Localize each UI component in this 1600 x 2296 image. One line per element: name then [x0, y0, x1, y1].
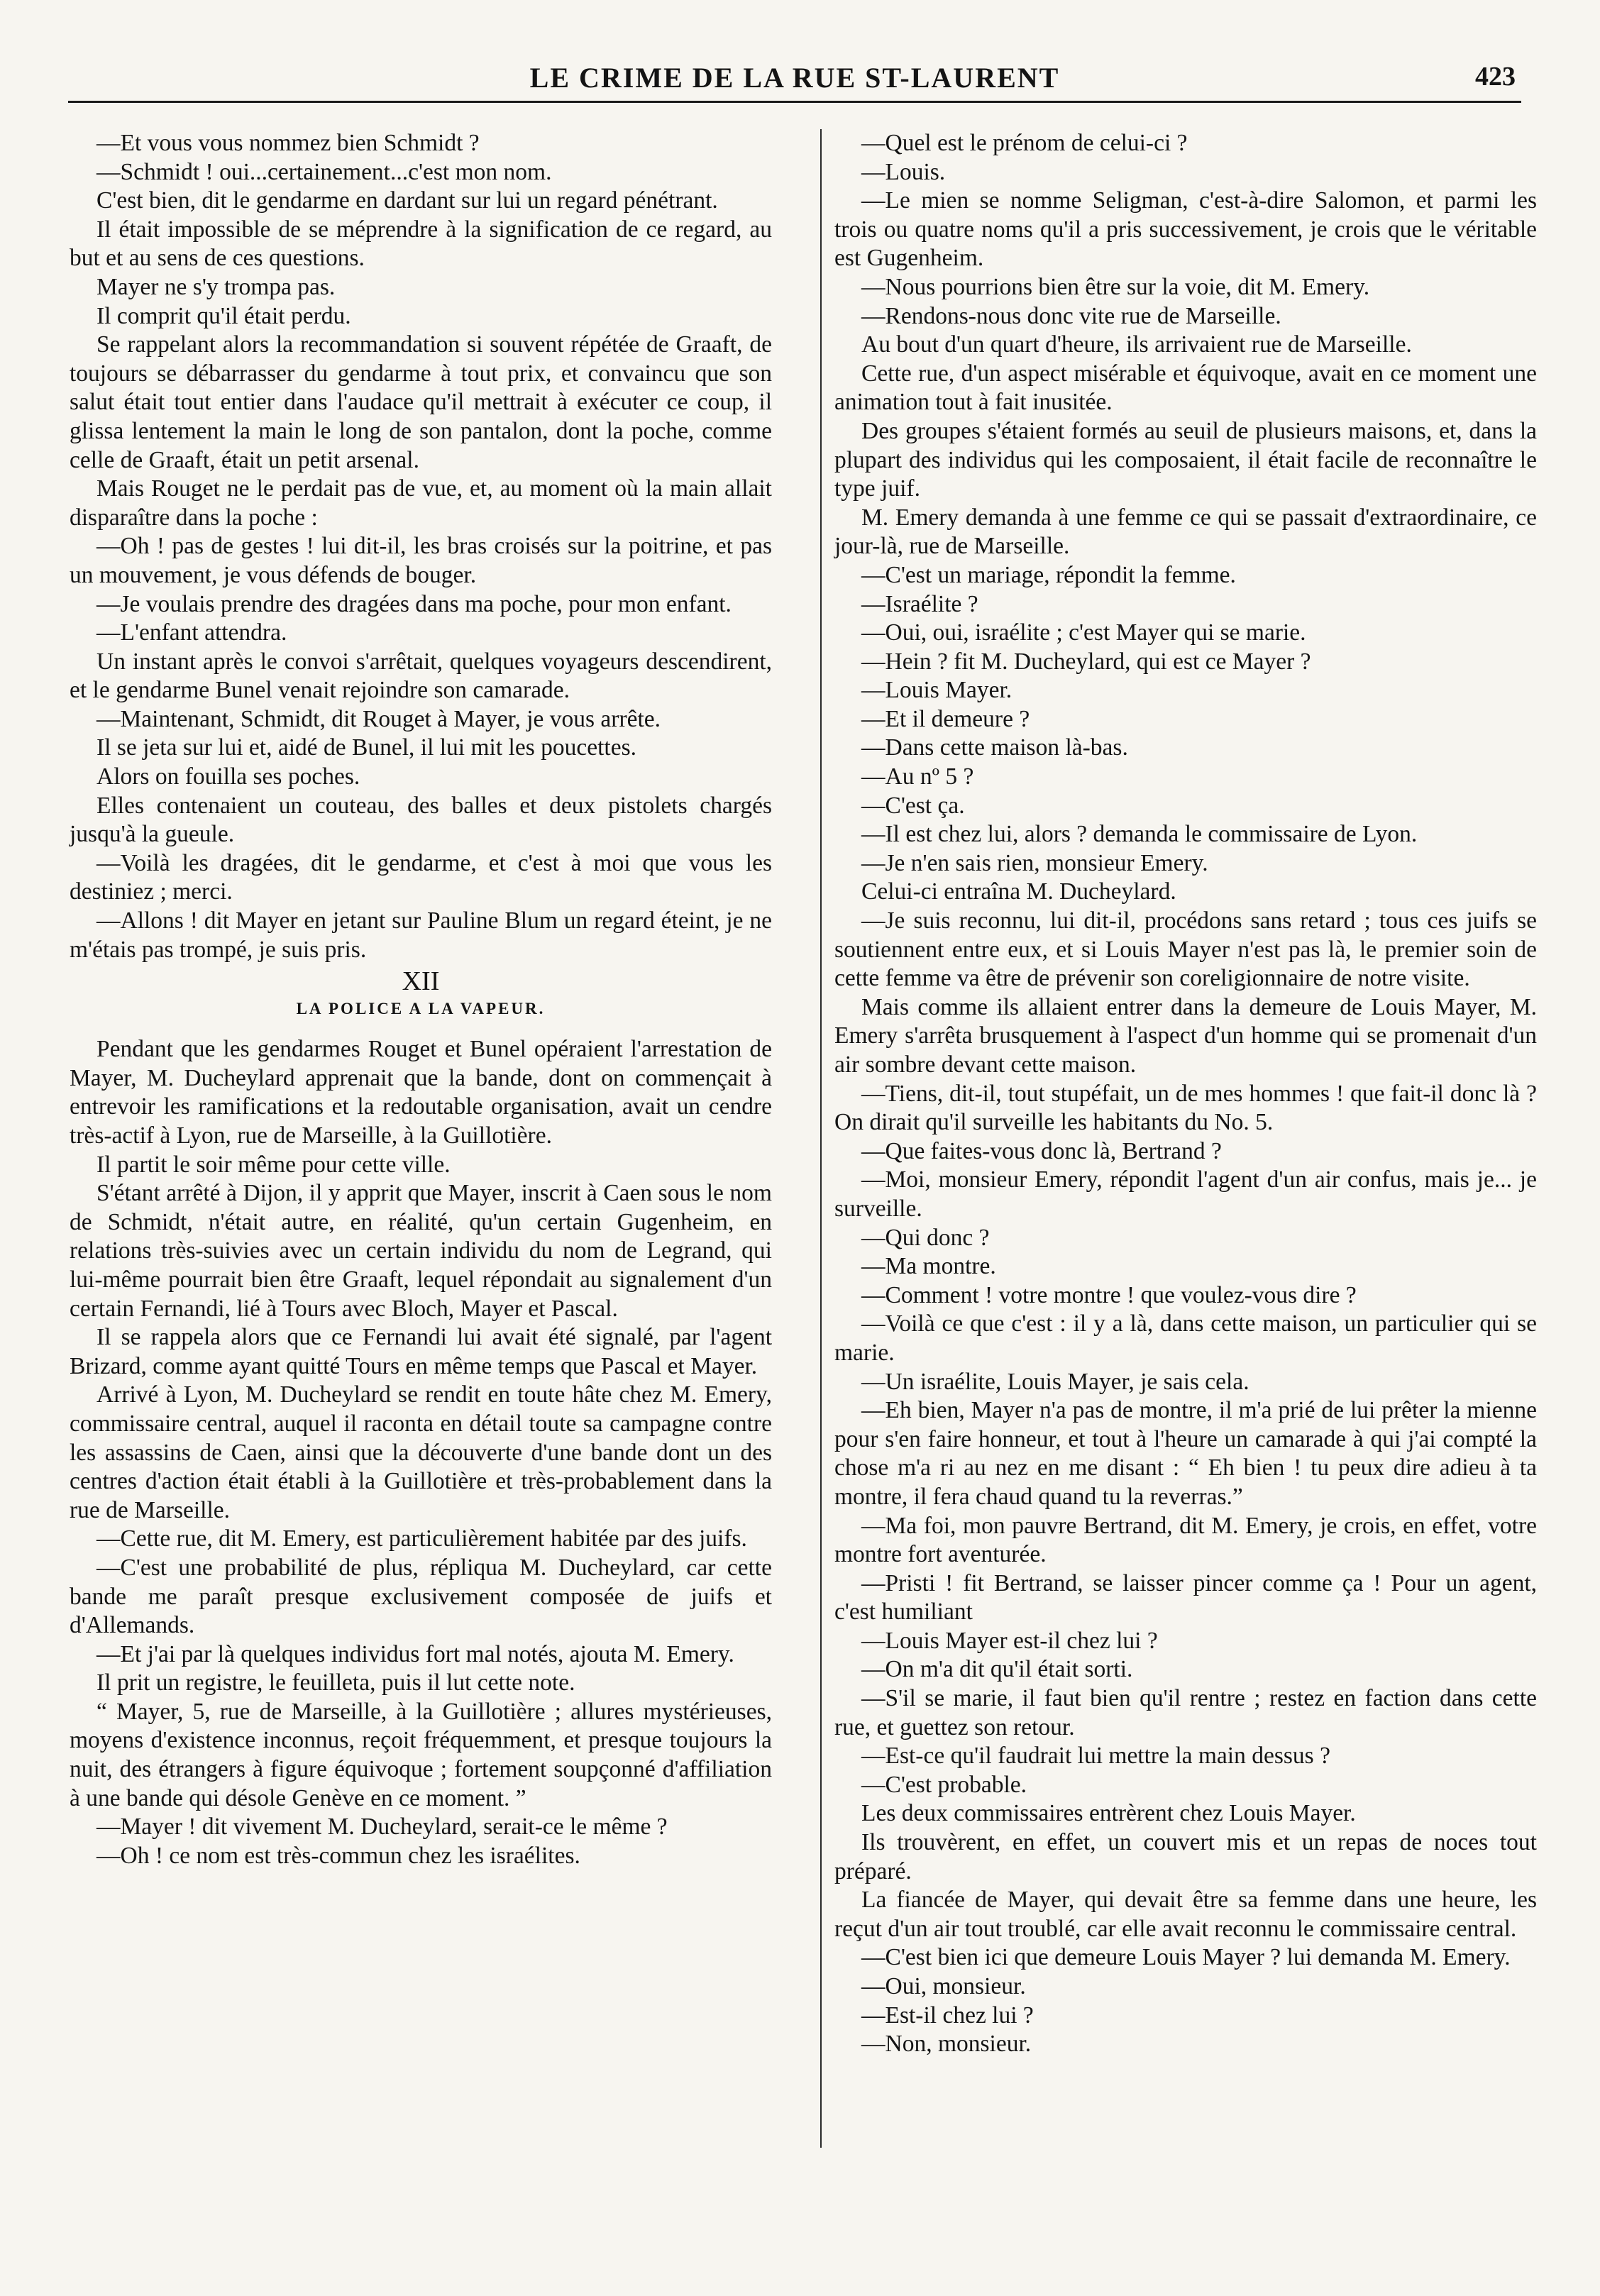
paragraph: —Hein ? fit M. Ducheylard, qui est ce Mayer ?	[861, 648, 1311, 675]
paragraph: —Oh ! ce nom est très-commun chez les israélites.	[96, 1842, 580, 1869]
paragraph: —Allons ! dit Mayer en jetant sur Pauline Blum un regard éteint, je ne m'étais pas trompé, je suis pris.	[70, 907, 772, 963]
paragraph: —Je n'en sais rien, monsieur Emery.	[861, 849, 1208, 876]
chapter-number: XII	[402, 966, 440, 997]
paragraph: —Tiens, dit-il, tout stupéfait, un de mes hommes ! que fait-il donc là ? On dirait qu'il surveille les habitants du No. 5.	[834, 1080, 1537, 1136]
paragraph: —C'est un mariage, répondit la femme.	[861, 561, 1236, 588]
paragraph: —S'il se marie, il faut bien qu'il rentre ; restez en faction dans cette rue, et guettez son retour.	[834, 1685, 1537, 1740]
paragraph: —Non, monsieur.	[861, 2031, 1032, 2058]
paragraph: —Qui donc ?	[861, 1224, 990, 1251]
paragraph: Cette rue, d'un aspect misérable et équivoque, avait en ce moment une animation tout à fait inusitée.	[834, 360, 1537, 416]
left-column	[70, 129, 772, 1870]
paragraph: Un instant après le convoi s'arrêtait, quelques voyageurs descendirent, et le gendarme Bunel venait rejoindre son camarade.	[70, 648, 772, 704]
column-divider	[820, 129, 822, 2148]
paragraph: —Louis.	[861, 158, 946, 185]
paragraph: Ils trouvèrent, en effet, un couvert mis et un repas de noces tout préparé.	[834, 1829, 1537, 1884]
paragraph: —Rendons-nous donc vite rue de Marseille.	[861, 302, 1281, 329]
paragraph: —C'est bien ici que demeure Louis Mayer ? lui demanda M. Emery.	[861, 1944, 1511, 1971]
paragraph: —Voilà les dragées, dit le gendarme, et c'est à moi que vous les destiniez ; merci.	[70, 849, 772, 905]
paragraph: —Quel est le prénom de celui-ci ?	[861, 130, 1188, 156]
paragraph: Mais comme ils allaient entrer dans la demeure de Louis Mayer, M. Emery s'arrêta brusquement à l'aspect d'un homme qui se promenait d'un air sombre devant cette maison.	[834, 993, 1537, 1078]
paragraph: Alors on fouilla ses poches.	[96, 763, 360, 790]
paragraph: —Nous pourrions bien être sur la voie, dit M. Emery.	[861, 273, 1370, 300]
paragraph: Il se jeta sur lui et, aidé de Bunel, il lui mit les poucettes.	[96, 734, 637, 761]
paragraph: —Il est chez lui, alors ? demanda le commissaire de Lyon.	[861, 821, 1418, 848]
paragraph: C'est bien, dit le gendarme en dardant sur lui un regard pénétrant.	[96, 187, 718, 214]
paragraph: —Je suis reconnu, lui dit-il, procédons sans retard ; tous ces juifs se soutiennent entre eux, et si Louis Mayer n'est pas là, le premier soin de cette femme va être de prévenir son coreligionnaire de notre visite.	[834, 907, 1537, 992]
paragraph: —Au nº 5 ?	[861, 763, 974, 790]
paragraph: Pendant que les gendarmes Rouget et Bunel opéraient l'arrestation de Mayer, M. Ducheylard apprenait que la bande, dont on commençait à entrevoir les ramifications et la redoutable organisation, avait un cendre très-actif à Lyon, rue de Marseille, à la Guillotière.	[70, 1036, 772, 1149]
paragraph: —Cette rue, dit M. Emery, est particulièrement habitée par des juifs.	[96, 1525, 747, 1552]
paragraph: —C'est une probabilité de plus, répliqua M. Ducheylard, car cette bande me paraît presque exclusivement composée de juifs et d'Allemands.	[70, 1554, 772, 1639]
paragraph: —Moi, monsieur Emery, répondit l'agent d'un air confus, mais je... je surveille.	[834, 1166, 1537, 1222]
right-column-text	[834, 129, 1537, 2059]
paragraph: Il était impossible de se méprendre à la signification de ce regard, au but et au sens de ces questions.	[70, 216, 772, 272]
paragraph: Elles contenaient un couteau, des balles et deux pistolets chargés jusqu'à la gueule.	[70, 792, 772, 848]
paragraph: —L'enfant attendra.	[96, 619, 287, 646]
paragraph: —Et il demeure ?	[861, 705, 1030, 732]
paragraph: —Oui, monsieur.	[861, 1973, 1026, 1999]
paragraph: —Est-ce qu'il faudrait lui mettre la main dessus ?	[861, 1743, 1330, 1770]
paragraph: —Un israélite, Louis Mayer, je sais cela.	[861, 1368, 1249, 1395]
left-column-text-after	[70, 1035, 772, 1870]
left-column-text-before	[70, 129, 772, 964]
paragraph: —Ma montre.	[861, 1253, 996, 1280]
paragraph: —Pristi ! fit Bertrand, se laisser pincer comme ça ! Pour un agent, c'est humiliant	[834, 1569, 1537, 1626]
paragraph: —Ma foi, mon pauvre Bertrand, dit M. Emery, je crois, en effet, votre montre fort aventurée.	[834, 1512, 1537, 1568]
paragraph: —Dans cette maison là-bas.	[861, 734, 1128, 761]
paragraph: Celui-ci entraîna M. Ducheylard.	[861, 878, 1176, 905]
paragraph: —Le mien se nomme Seligman, c'est-à-dire Salomon, et parmi les trois ou quatre noms qu'il a pris successivement, je crois que le véritable est Gugenheim.	[834, 187, 1537, 272]
paragraph: —Comment ! votre montre ! que voulez-vous dire ?	[861, 1281, 1357, 1308]
paragraph: —Schmidt ! oui...certainement...c'est mon nom.	[96, 158, 552, 185]
paragraph: Au bout d'un quart d'heure, ils arrivaient rue de Marseille.	[861, 331, 1412, 358]
page-number: 423	[1475, 62, 1516, 92]
paragraph: Les deux commissaires entrèrent chez Louis Mayer.	[861, 1800, 1356, 1827]
paragraph: —Mayer ! dit vivement M. Ducheylard, serait-ce le même ?	[96, 1814, 668, 1840]
paragraph: —Et vous vous nommez bien Schmidt ?	[96, 130, 480, 156]
paragraph: —Oh ! pas de gestes ! lui dit-il, les bras croisés sur la poitrine, et pas un mouvement, je vous défends de bouger.	[70, 533, 772, 588]
paragraph: Il comprit qu'il était perdu.	[96, 302, 351, 329]
paragraph: —Je voulais prendre des dragées dans ma poche, pour mon enfant.	[96, 590, 732, 617]
paragraph: —Voilà ce que c'est : il y a là, dans cette maison, un particulier qui se marie.	[834, 1310, 1537, 1366]
paragraph: —Louis Mayer.	[861, 677, 1013, 704]
right-column	[834, 129, 1537, 2059]
paragraph: —Que faites-vous donc là, Bertrand ?	[861, 1137, 1222, 1164]
paragraph: —Et j'ai par là quelques individus fort mal notés, ajouta M. Emery.	[96, 1640, 734, 1667]
paragraph: Se rappelant alors la recommandation si souvent répétée de Graaft, de toujours se débarrasser du gendarme à tout prix, et convaincu que son salut était tout entier dans l'audace qu'il mettrait à exécuter ce coup, il glissa lentement la main le long de son pantalon, dont la poche, comme celle de Graaft, était un petit arsenal.	[70, 331, 772, 473]
paragraph: —Louis Mayer est-il chez lui ?	[861, 1627, 1158, 1654]
paragraph: Arrivé à Lyon, M. Ducheylard se rendit en toute hâte chez M. Emery, commissaire central, auquel il raconta en détail toute sa campagne contre les assassins de Caen, ainsi que la découverte d'une bande dont un des centres d'action était établi à la Guillotière et très-probablement dans la rue de Marseille.	[70, 1381, 772, 1523]
paragraph: Mayer ne s'y trompa pas.	[96, 273, 336, 300]
paragraph: M. Emery demanda à une femme ce qui se passait d'extraordinaire, ce jour-là, rue de Marseille.	[834, 504, 1537, 560]
paragraph: —Est-il chez lui ?	[861, 2002, 1034, 2029]
paragraph: La fiancée de Mayer, qui devait être sa femme dans une heure, les reçut d'un air tout troublé, car elle avait reconnu le commissaire central.	[834, 1887, 1537, 1942]
chapter-title: LA POLICE A LA VAPEUR.	[296, 1000, 546, 1018]
paragraph: “ Mayer, 5, rue de Marseille, à la Guillotière ; allures mystérieuses, moyens d'existence inconnus, reçoit fréquemment, et presque toujours la nuit, des étrangers à figure équivoque ; fortement soupçonné d'affiliation à une bande qui désole Genève en ce moment. ”	[70, 1698, 772, 1811]
paragraph: —Oui, oui, israélite ; c'est Mayer qui se marie.	[861, 619, 1306, 646]
page-header	[68, 55, 1521, 103]
paragraph: —On m'a dit qu'il était sorti.	[861, 1656, 1133, 1683]
paragraph: Il se rappela alors que ce Fernandi lui avait été signalé, par l'agent Brizard, comme ayant quitté Tours en même temps que Pascal et Mayer.	[70, 1324, 772, 1379]
paragraph: —Israélite ?	[861, 590, 978, 617]
paragraph: —C'est ça.	[861, 792, 965, 819]
paragraph: Des groupes s'étaient formés au seuil de plusieurs maisons, et, dans la plupart des individus qui les composaient, il était facile de reconnaître le type juif.	[834, 417, 1537, 502]
paragraph: —Maintenant, Schmidt, dit Rouget à Mayer, je vous arrête.	[96, 705, 661, 732]
paragraph: —C'est probable.	[861, 1771, 1027, 1798]
paragraph: —Eh bien, Mayer n'a pas de montre, il m'a prié de lui prêter la mienne pour s'en faire honneur, et tout à l'heure un camarade à qui j'ai compté la chose m'a ri au nez en me disant : “ Eh bien ! tu peux dire adieu à ta montre, il fera chaud quand tu la reverras.”	[834, 1397, 1537, 1510]
paragraph: S'étant arrêté à Dijon, il y apprit que Mayer, inscrit à Caen sous le nom de Schmidt, n'était autre, en réalité, qu'un certain Gugenheim, en relations très-suivies avec un certain individu du nom de Legrand, qui lui-même pourrait bien être Graaft, lequel répondait au signalement d'un certain Fernandi, lié à Tours avec Bloch, Mayer et Pascal.	[70, 1180, 772, 1322]
paragraph: Il prit un registre, le feuilleta, puis il lut cette note.	[96, 1669, 575, 1696]
paragraph: Il partit le soir même pour cette ville.	[96, 1151, 451, 1178]
running-title: LE CRIME DE LA RUE ST-LAURENT	[529, 62, 1060, 94]
paragraph: Mais Rouget ne le perdait pas de vue, et, au moment où la main allait disparaître dans la poche :	[70, 475, 772, 531]
